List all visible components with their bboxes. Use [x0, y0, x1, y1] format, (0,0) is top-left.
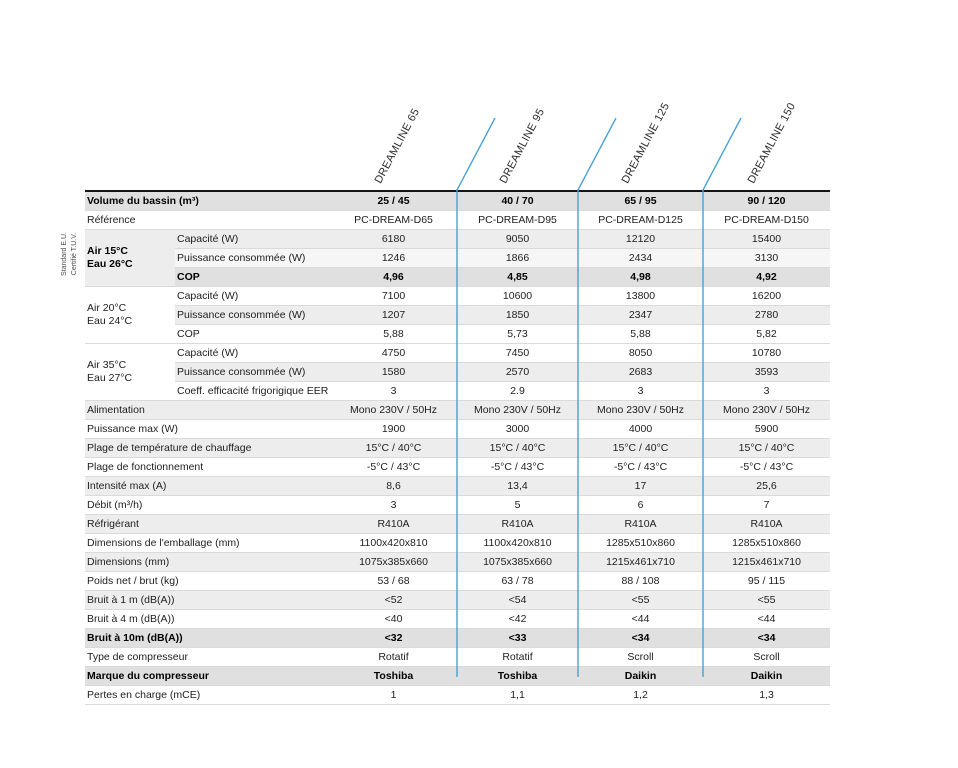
cell-value: 4000: [578, 420, 703, 439]
cell-value: 17: [578, 477, 703, 496]
group-label-air: Air 35°C: [87, 358, 127, 371]
cell-value: 5900: [703, 420, 830, 439]
row-label: Capacité (W): [175, 230, 330, 249]
cell-value: PC-DREAM-D65: [330, 211, 457, 230]
spec-row: [85, 572, 830, 591]
row-label: Bruit à 1 m (dB(A)): [85, 591, 330, 610]
cell-value: 4,85: [457, 268, 578, 287]
cell-value: PC-DREAM-D125: [578, 211, 703, 230]
row-label: Plage de température de chauffage: [85, 439, 330, 458]
spec-row: [85, 325, 830, 344]
spec-table: [85, 190, 830, 705]
certification-note: [60, 232, 80, 276]
cell-value: 95 / 115: [703, 572, 830, 591]
cell-value: 1900: [330, 420, 457, 439]
row-label: Volume du bassin (m³): [85, 191, 330, 211]
cell-value: <55: [703, 591, 830, 610]
row-label: Capacité (W): [175, 344, 330, 363]
cell-value: 3: [330, 382, 457, 401]
row-label: COP: [175, 268, 330, 287]
cell-value: 2.9: [457, 382, 578, 401]
cell-value: R410A: [457, 515, 578, 534]
spec-row: [85, 629, 830, 648]
cell-value: 5: [457, 496, 578, 515]
cell-value: <40: [330, 610, 457, 629]
cell-value: 2570: [457, 363, 578, 382]
row-label: Puissance consommée (W): [175, 306, 330, 325]
spec-row: [85, 610, 830, 629]
cell-value: 1246: [330, 249, 457, 268]
cell-value: -5°C / 43°C: [578, 458, 703, 477]
cell-value: PC-DREAM-D150: [703, 211, 830, 230]
row-label: Alimentation: [85, 401, 330, 420]
spec-row: [85, 648, 830, 667]
cell-value: 4,96: [330, 268, 457, 287]
cell-value: 12120: [578, 230, 703, 249]
cell-value: 3: [330, 496, 457, 515]
row-label: Marque du compresseur: [85, 667, 330, 686]
row-label: Réfrigérant: [85, 515, 330, 534]
spec-row: [85, 363, 830, 382]
spec-row: [85, 420, 830, 439]
cell-value: 25 / 45: [330, 191, 457, 211]
cell-value: -5°C / 43°C: [457, 458, 578, 477]
row-label: Puissance consommée (W): [175, 249, 330, 268]
cell-value: PC-DREAM-D95: [457, 211, 578, 230]
cell-value: 7: [703, 496, 830, 515]
spec-row: [85, 667, 830, 686]
condition-group-label: [85, 287, 175, 344]
cell-value: <33: [457, 629, 578, 648]
spec-row: [85, 591, 830, 610]
column-header-dreamline-125: DREAMLINE 125: [619, 100, 673, 186]
condition-group-label: [85, 344, 175, 401]
column-header-dreamline-95: DREAMLINE 95: [497, 106, 548, 186]
cell-value: R410A: [330, 515, 457, 534]
row-label: COP: [175, 325, 330, 344]
cell-value: <54: [457, 591, 578, 610]
cell-value: <52: [330, 591, 457, 610]
spec-row: [85, 230, 830, 249]
cell-value: Toshiba: [330, 667, 457, 686]
cell-value: -5°C / 43°C: [330, 458, 457, 477]
cell-value: 6180: [330, 230, 457, 249]
row-label: Pertes en charge (mCE): [85, 686, 330, 705]
cell-value: Mono 230V / 50Hz: [703, 401, 830, 420]
cell-value: <55: [578, 591, 703, 610]
cell-value: 1,2: [578, 686, 703, 705]
spec-row: [85, 553, 830, 572]
cell-value: 9050: [457, 230, 578, 249]
cell-value: 1866: [457, 249, 578, 268]
cell-value: 1215x461x710: [578, 553, 703, 572]
spec-row: [85, 306, 830, 325]
cell-value: 13,4: [457, 477, 578, 496]
column-header-dreamline-65: DREAMLINE 65: [372, 106, 423, 186]
spec-row: [85, 401, 830, 420]
certification-note-line1: Standard E.U.: [61, 232, 69, 276]
row-label: Puissance max (W): [85, 420, 330, 439]
cell-value: Daikin: [578, 667, 703, 686]
cell-value: -5°C / 43°C: [703, 458, 830, 477]
cell-value: 4,92: [703, 268, 830, 287]
cell-value: 1,3: [703, 686, 830, 705]
cell-value: 88 / 108: [578, 572, 703, 591]
cell-value: Mono 230V / 50Hz: [330, 401, 457, 420]
spec-row: [85, 534, 830, 553]
cell-value: 15°C / 40°C: [578, 439, 703, 458]
cell-value: Mono 230V / 50Hz: [578, 401, 703, 420]
row-label: Intensité max (A): [85, 477, 330, 496]
cell-value: 16200: [703, 287, 830, 306]
row-label: Plage de fonctionnement: [85, 458, 330, 477]
group-label-eau: Eau 27°C: [87, 372, 133, 384]
row-label: Puissance consommée (W): [175, 363, 330, 382]
group-label-eau: Eau 26°C: [87, 258, 133, 270]
cell-value: 15°C / 40°C: [330, 439, 457, 458]
cell-value: 4750: [330, 344, 457, 363]
cell-value: 15°C / 40°C: [703, 439, 830, 458]
cell-value: 8,6: [330, 477, 457, 496]
cell-value: <32: [330, 629, 457, 648]
cell-value: 13800: [578, 287, 703, 306]
cell-value: 1100x420x810: [330, 534, 457, 553]
cell-value: Toshiba: [457, 667, 578, 686]
cell-value: <34: [578, 629, 703, 648]
cell-value: Rotatif: [330, 648, 457, 667]
cell-value: 25,6: [703, 477, 830, 496]
row-label: Coeff. efficacité frigorigique EER: [175, 382, 330, 401]
cell-value: 90 / 120: [703, 191, 830, 211]
row-label: Poids net / brut (kg): [85, 572, 330, 591]
cell-value: 5,82: [703, 325, 830, 344]
cell-value: Rotatif: [457, 648, 578, 667]
cell-value: 1215x461x710: [703, 553, 830, 572]
cell-value: 1075x385x660: [457, 553, 578, 572]
cell-value: 2780: [703, 306, 830, 325]
condition-group-label: [85, 230, 175, 287]
cell-value: 15400: [703, 230, 830, 249]
cell-value: Mono 230V / 50Hz: [457, 401, 578, 420]
cell-value: 7100: [330, 287, 457, 306]
cell-value: 1580: [330, 363, 457, 382]
row-label: Capacité (W): [175, 287, 330, 306]
cell-value: 1,1: [457, 686, 578, 705]
cell-value: 6: [578, 496, 703, 515]
row-label: Bruit à 4 m (dB(A)): [85, 610, 330, 629]
cell-value: 5,88: [578, 325, 703, 344]
cell-value: <44: [578, 610, 703, 629]
cell-value: 3: [703, 382, 830, 401]
row-label: Référence: [85, 211, 330, 230]
cell-value: 1285x510x860: [703, 534, 830, 553]
cell-value: 1285x510x860: [578, 534, 703, 553]
spec-row: [85, 191, 830, 211]
cell-value: 5,73: [457, 325, 578, 344]
spec-row: [85, 382, 830, 401]
column-header-dreamline-150: DREAMLINE 150: [745, 100, 799, 186]
cell-value: 2347: [578, 306, 703, 325]
cell-value: <42: [457, 610, 578, 629]
row-label: Dimensions (mm): [85, 553, 330, 572]
cell-value: 2683: [578, 363, 703, 382]
row-label: Dimensions de l'emballage (mm): [85, 534, 330, 553]
cell-value: 3130: [703, 249, 830, 268]
cell-value: 3000: [457, 420, 578, 439]
cell-value: 63 / 78: [457, 572, 578, 591]
spec-row: [85, 268, 830, 287]
spec-row: [85, 249, 830, 268]
cell-value: 65 / 95: [578, 191, 703, 211]
cell-value: 7450: [457, 344, 578, 363]
cell-value: 2434: [578, 249, 703, 268]
cell-value: 40 / 70: [457, 191, 578, 211]
cell-value: R410A: [703, 515, 830, 534]
group-label-air: Air 15°C: [87, 244, 128, 257]
cell-value: Scroll: [578, 648, 703, 667]
cell-value: 4,98: [578, 268, 703, 287]
spec-row: [85, 477, 830, 496]
cell-value: 53 / 68: [330, 572, 457, 591]
group-label-air: Air 20°C: [87, 301, 127, 314]
cell-value: 1075x385x660: [330, 553, 457, 572]
spec-row: [85, 439, 830, 458]
group-label-eau: Eau 24°C: [87, 315, 133, 327]
cell-value: 3: [578, 382, 703, 401]
certification-note-line2: Certifié T.U.V.: [71, 232, 78, 276]
cell-value: 8050: [578, 344, 703, 363]
cell-value: 1100x420x810: [457, 534, 578, 553]
spec-row: [85, 344, 830, 363]
cell-value: 10600: [457, 287, 578, 306]
spec-row: [85, 686, 830, 705]
cell-value: R410A: [578, 515, 703, 534]
cell-value: 1207: [330, 306, 457, 325]
cell-value: 1850: [457, 306, 578, 325]
cell-value: Daikin: [703, 667, 830, 686]
cell-value: 15°C / 40°C: [457, 439, 578, 458]
cell-value: 5,88: [330, 325, 457, 344]
cell-value: 1: [330, 686, 457, 705]
cell-value: 10780: [703, 344, 830, 363]
spec-row: [85, 287, 830, 306]
cell-value: <44: [703, 610, 830, 629]
spec-row: [85, 211, 830, 230]
row-label: Type de compresseur: [85, 648, 330, 667]
spec-row: [85, 496, 830, 515]
spec-row: [85, 458, 830, 477]
cell-value: Scroll: [703, 648, 830, 667]
row-label: Bruit à 10m (dB(A)): [85, 629, 330, 648]
row-label: Débit (m³/h): [85, 496, 330, 515]
spec-row: [85, 515, 830, 534]
cell-value: <34: [703, 629, 830, 648]
cell-value: 3593: [703, 363, 830, 382]
